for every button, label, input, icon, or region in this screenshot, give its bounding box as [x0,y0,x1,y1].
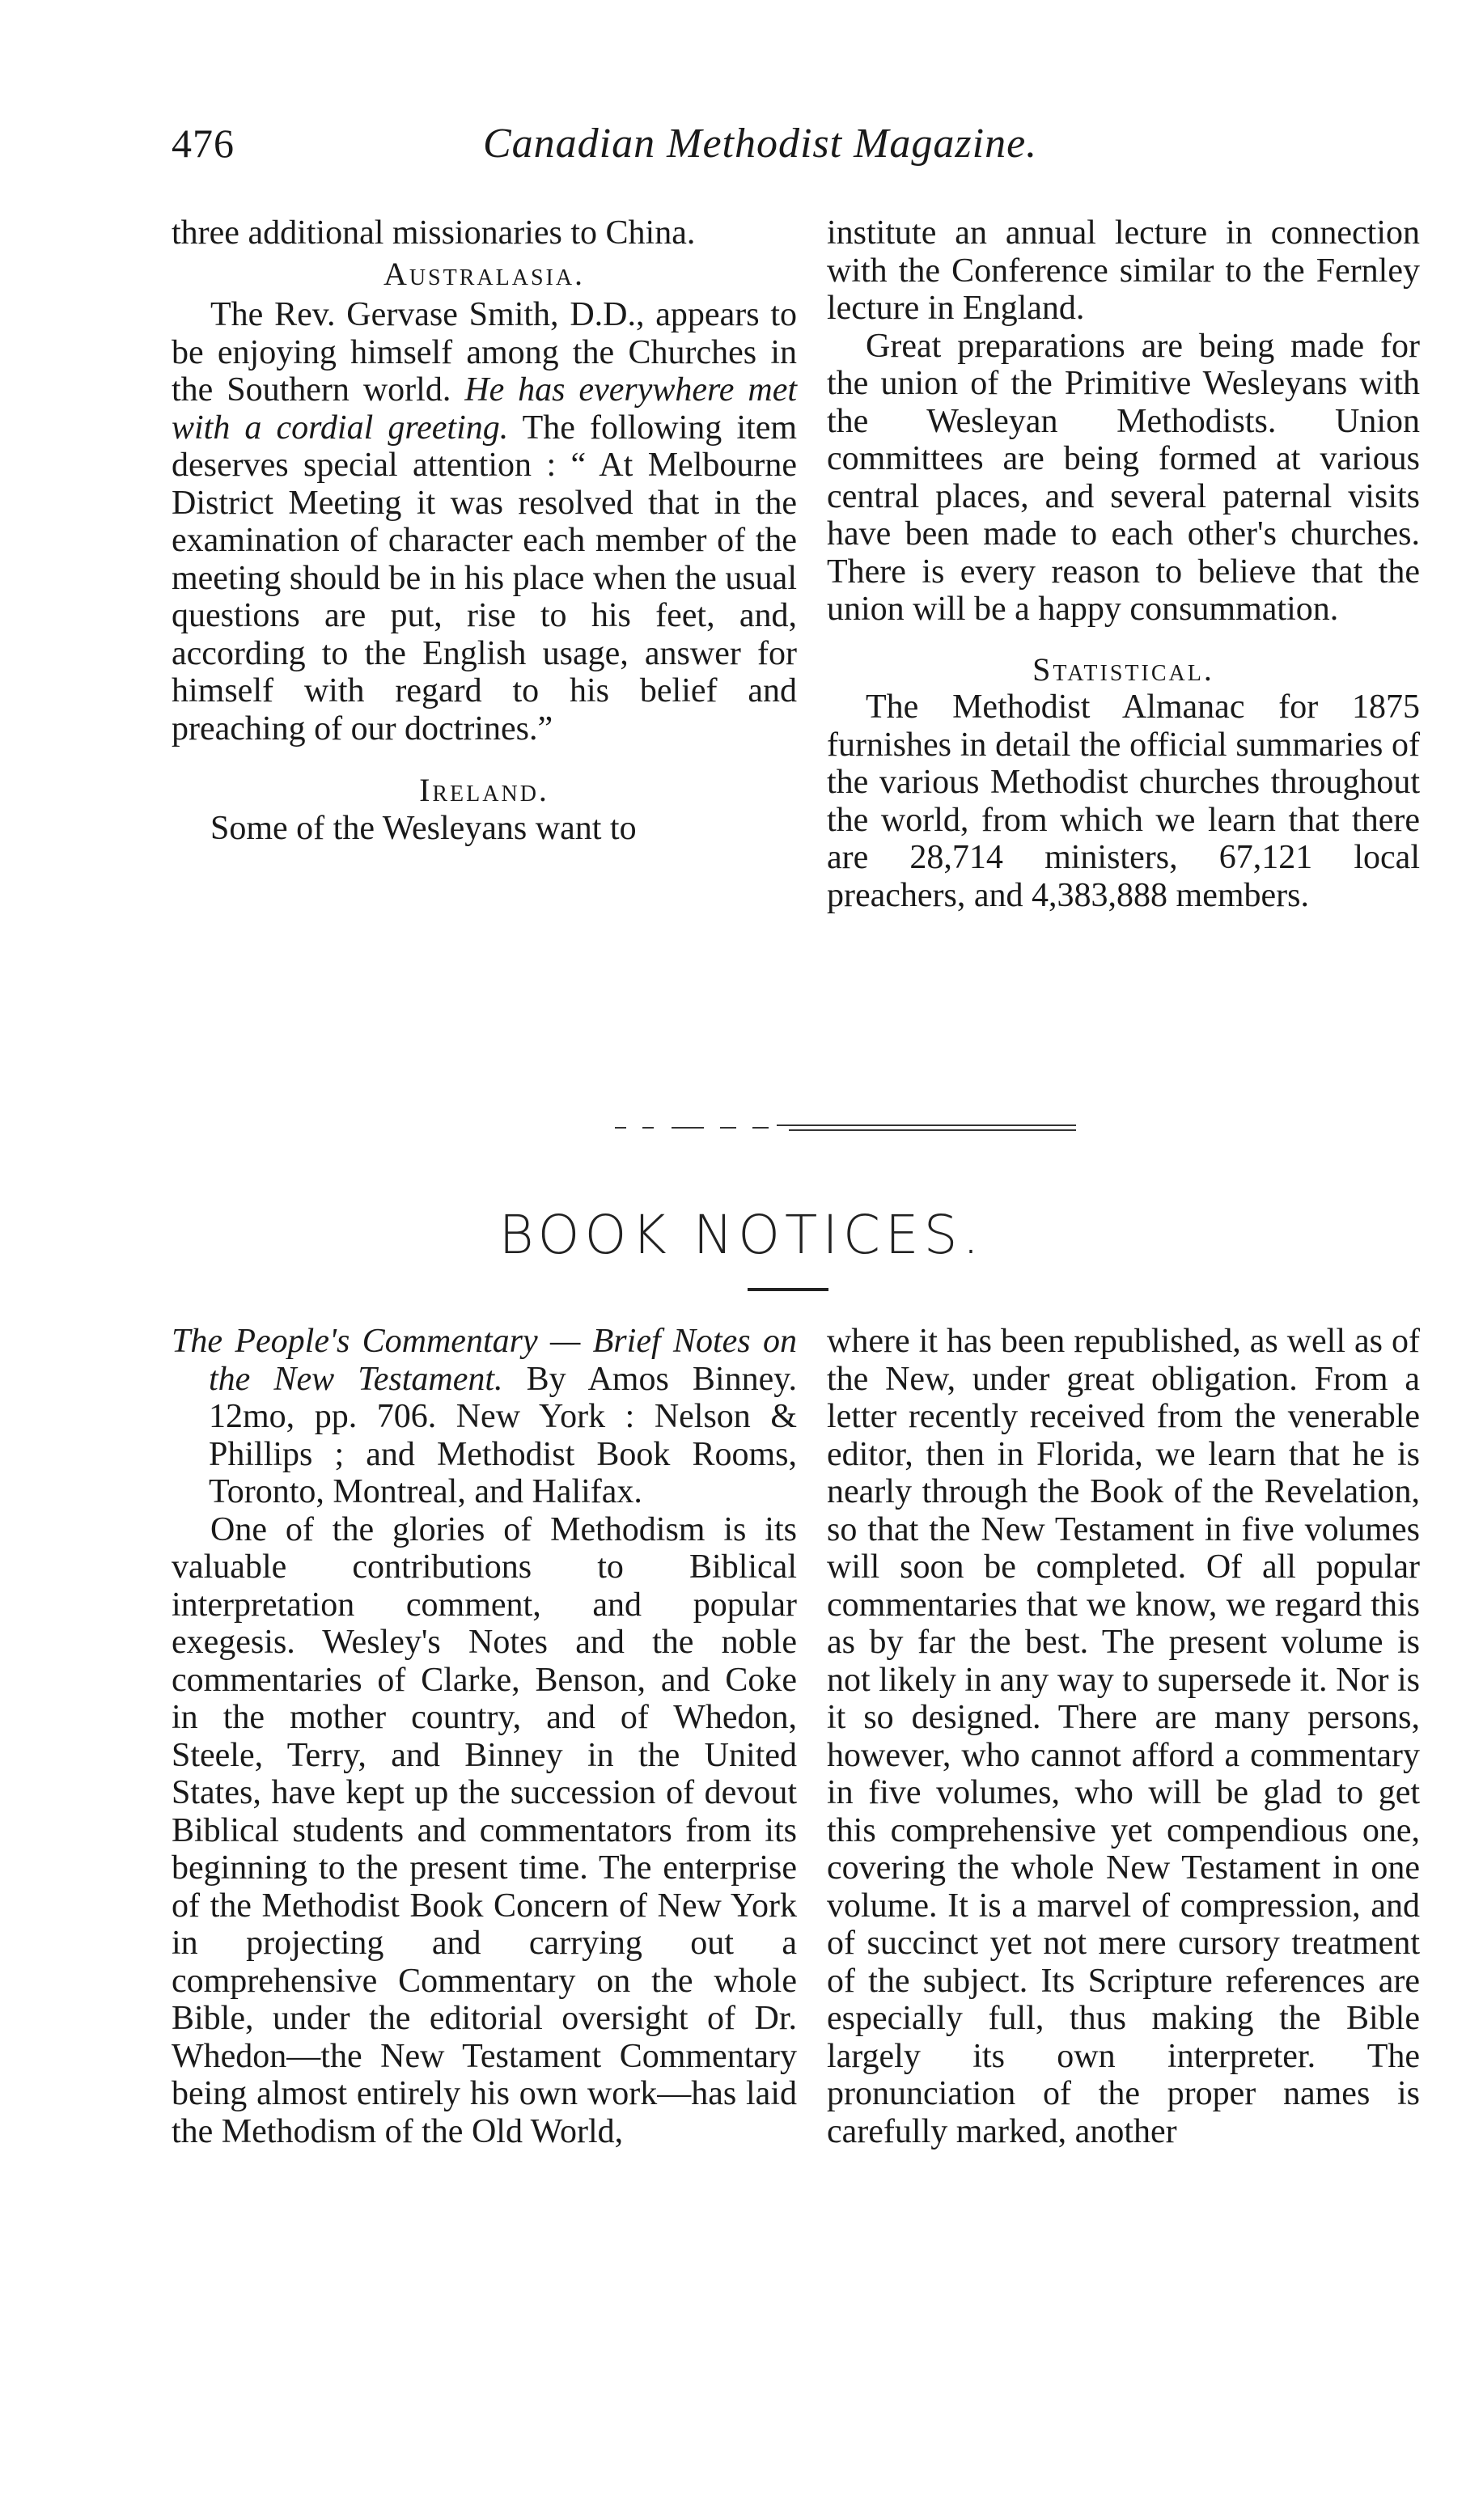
paragraph-union: Great preparations are being made for the union of the Primitive Wesleyans with the Wesleyan Methodists. Union committees are being formed at various central places, and several paternal visits have been made to each other's churches. There is every reason to believe that the union will be a happy consummation. [827,327,1420,628]
column-bottom-left [172,1323,797,2150]
ornamental-divider [615,1118,1084,1137]
paragraph-ireland: Some of the Wesleyans want to [210,809,637,847]
section-heading-statistical: Statistical. [1032,650,1214,688]
section-heading-ireland: Ireland. [419,772,549,808]
book-notices-heading: BOOK NOTICES. [498,1204,985,1266]
paragraph-missionaries: three additional missionaries to China. [172,214,696,252]
column-bottom-right [827,1323,1420,2150]
paragraph-statistical: The Methodist Almanac for 1875 furnishes in detail the official summaries of the various Methodist churches throughout the world, from which we learn that there are 28,714 ministers, 67,121 local preachers, and 4,383,888 members. [827,688,1420,914]
column-top-left [172,214,797,847]
page-number: 476 [172,121,235,166]
paragraph-australasia [172,296,797,748]
heading-rule [748,1288,828,1291]
australasia-italic-text: He has everywhere met with a cordial greeting. [172,371,798,447]
paragraph-review-left: One of the glories of Methodism is its valuable contributions to Biblical interpretation comment, and popular exegesis. Wesley's Notes and the noble commentaries of Clarke, Benson, and Coke in the mother country, and of Whedon, Steele, Terry, and Binney in the United States, have kept up the succession of devout Biblical students and commentators from its beginning to the present time. The enterprise of the Methodist Book Concern of New York in projecting and carrying out a comprehensive Commentary on the whole Bible, under the editorial oversight of Dr. Whedon—the New Testament Commentary being almost entirely his own work—has laid the Methodism of the Old World, [172,1510,797,2150]
book-publication-details: By Amos Binney. 12mo, pp. 706. New York : Nelson & Phillips ; and Methodist Book Rooms, Toronto, Montreal, and Halifax. [209,1360,798,1510]
journal-title: Canadian Methodist Magazine. [483,121,1038,167]
running-head [172,120,1417,168]
paragraph-lecture: institute an annual lecture in connection with the Conference similar to the Fernley lecture in England. [827,214,1420,327]
australasia-text-start: The Rev. Gervase Smith, D.D., appears to be enjoying himself among the Churches in the Southern world. [172,296,797,409]
book-entry-title [172,1323,797,1511]
australasia-text-end: The following item deserves special attention : “ At Melbourne District Meeting it was resolved that in the examination of character each member of the meeting should be in his place when the usual questions are put, rise to his feet, and, according to the English usage, answer for himself with regard to his belief and preaching of our doctrines.” [172,409,798,748]
book-title-italic: The People's Commentary — Brief Notes on the New Testament. [172,1323,797,1398]
section-heading-australasia: Australasia. [383,255,586,292]
paragraph-review-right: where it has been republished, as well as of the New, under great obligation. From a letter recently received from the venerable editor, then in Florida, we learn that he is nearly through the Book of the Revelation, so that the New Testament in five volumes will soon be completed. Of all popular commentaries that we know, we regard this as by far the best. The present volume is not likely in any way to supersede it. Nor is it so designed. There are many persons, however, who cannot afford a commentary in five volumes, who will be glad to get this comprehensive yet compendious one, covering the whole New Testament in one volume. It is a marvel of compression, and of succinct yet not mere cursory treatment of the subject. Its Scripture references are especially full, thus making the Bible largely its own interpreter. The pronunciation of the proper names is carefully marked, another [827,1323,1420,2150]
column-top-right [827,214,1420,914]
